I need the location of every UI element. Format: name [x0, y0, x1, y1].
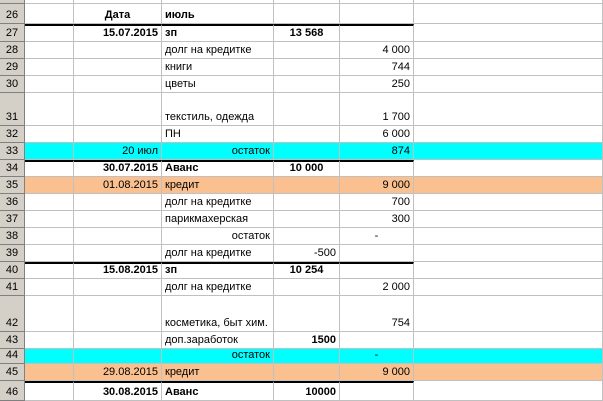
cell-expense[interactable]: [340, 262, 414, 279]
cell-expense[interactable]: 754: [340, 296, 414, 332]
row-header[interactable]: 44: [0, 349, 25, 364]
row-header[interactable]: 36: [0, 194, 25, 211]
cell-date[interactable]: [74, 59, 162, 76]
table-row-credit: [0, 177, 603, 194]
cell-income[interactable]: [274, 296, 340, 332]
cell-date[interactable]: [74, 228, 162, 245]
cell-income[interactable]: [274, 228, 340, 245]
cell-date[interactable]: [74, 93, 162, 126]
cell-date[interactable]: [74, 279, 162, 296]
cell-item[interactable]: косметика, быт хим.: [162, 296, 274, 332]
cell[interactable]: [25, 93, 74, 126]
cell[interactable]: [25, 245, 74, 262]
table-row: [0, 59, 603, 76]
cell[interactable]: [414, 279, 603, 296]
row-header[interactable]: 38: [0, 228, 25, 245]
table-row: [0, 160, 603, 177]
table-row-balance: [0, 143, 603, 160]
cell[interactable]: [25, 296, 74, 332]
table-row: [0, 126, 603, 143]
cell[interactable]: [25, 42, 74, 59]
cell[interactable]: [414, 24, 603, 42]
cell[interactable]: [25, 59, 74, 76]
cell-item[interactable]: долг на кредитке: [162, 42, 274, 59]
cell-income[interactable]: 10000: [274, 381, 340, 401]
cell[interactable]: [25, 194, 74, 211]
table-row: [0, 42, 603, 59]
cell-income[interactable]: [274, 349, 340, 364]
cell-date[interactable]: [74, 126, 162, 143]
cell[interactable]: [414, 160, 603, 177]
cell-expense[interactable]: 9 000: [340, 364, 414, 381]
cell[interactable]: [414, 93, 603, 126]
cell-income[interactable]: [274, 143, 340, 160]
cell-income[interactable]: [274, 194, 340, 211]
cell-date[interactable]: 15.08.2015: [74, 262, 162, 279]
cell-date[interactable]: 29.08.2015: [74, 364, 162, 381]
cell[interactable]: [25, 177, 74, 194]
cell-income[interactable]: [274, 93, 340, 126]
cell[interactable]: [414, 381, 603, 401]
row-header[interactable]: 31: [0, 93, 25, 126]
table-row: [0, 332, 603, 349]
cell[interactable]: [414, 296, 603, 332]
row-header[interactable]: 29: [0, 59, 25, 76]
table-row-credit: [0, 364, 603, 381]
cell-date[interactable]: [74, 349, 162, 364]
row-header[interactable]: 26: [0, 4, 25, 24]
cell-item[interactable]: остаток: [162, 228, 274, 245]
cell[interactable]: [25, 332, 74, 349]
cell[interactable]: [414, 364, 603, 381]
row-header[interactable]: 42: [0, 296, 25, 332]
table-row: [0, 24, 603, 42]
row-header[interactable]: 27: [0, 24, 25, 42]
row-header[interactable]: 33: [0, 143, 25, 160]
cell-expense[interactable]: [340, 160, 414, 177]
cell[interactable]: [414, 228, 603, 245]
cell-item[interactable]: долг на кредитке: [162, 245, 274, 262]
table-row: [0, 262, 603, 279]
cell-expense[interactable]: [340, 332, 414, 349]
row-header[interactable]: 46: [0, 381, 25, 401]
cell[interactable]: [274, 4, 340, 24]
cell[interactable]: [25, 228, 74, 245]
cell-income[interactable]: [274, 211, 340, 228]
cell-expense[interactable]: -: [340, 228, 414, 245]
cell-date[interactable]: [74, 211, 162, 228]
cell-item[interactable]: долг на кредитке: [162, 194, 274, 211]
table-row-balance: [0, 349, 603, 364]
cell-expense[interactable]: [340, 381, 414, 401]
cell-date[interactable]: [74, 332, 162, 349]
row-header[interactable]: 34: [0, 160, 25, 177]
cell[interactable]: [414, 177, 603, 194]
cell-date-header[interactable]: Дата: [74, 4, 162, 24]
cell-date[interactable]: 30.08.2015: [74, 381, 162, 401]
cell[interactable]: [414, 76, 603, 93]
cell-income[interactable]: [274, 279, 340, 296]
cell-income[interactable]: 1500: [274, 332, 340, 349]
cell-expense[interactable]: 874: [340, 143, 414, 160]
cell-expense[interactable]: [340, 245, 414, 262]
table-row: [0, 211, 603, 228]
row-header[interactable]: 43: [0, 332, 25, 349]
cell-date[interactable]: [74, 245, 162, 262]
cell-date[interactable]: 01.08.2015: [74, 177, 162, 194]
cell-item[interactable]: остаток: [162, 143, 274, 160]
cell[interactable]: [414, 262, 603, 279]
cell-date[interactable]: [74, 296, 162, 332]
cell[interactable]: [414, 126, 603, 143]
cell-expense[interactable]: 744: [340, 59, 414, 76]
table-row: [0, 194, 603, 211]
cell-date[interactable]: 20 июл: [74, 143, 162, 160]
cell-item[interactable]: долг на кредитке: [162, 279, 274, 296]
cell[interactable]: [25, 76, 74, 93]
cell-date[interactable]: [74, 42, 162, 59]
cell-item[interactable]: парикмахерская: [162, 211, 274, 228]
cell[interactable]: [25, 279, 74, 296]
cell-item[interactable]: кредит: [162, 364, 274, 381]
table-row: [0, 381, 603, 401]
cell-income[interactable]: [274, 177, 340, 194]
cell-item[interactable]: кредит: [162, 177, 274, 194]
cell-expense[interactable]: 2 000: [340, 279, 414, 296]
cell-expense[interactable]: 9 000: [340, 177, 414, 194]
cell[interactable]: [414, 211, 603, 228]
cell[interactable]: [414, 245, 603, 262]
cell[interactable]: [414, 332, 603, 349]
row-header[interactable]: 35: [0, 177, 25, 194]
cell[interactable]: [25, 143, 74, 160]
cell-item[interactable]: остаток: [162, 349, 274, 364]
row-header[interactable]: 28: [0, 42, 25, 59]
table-row: [0, 279, 603, 296]
cell-expense[interactable]: 300: [340, 211, 414, 228]
cell-item[interactable]: зп: [162, 24, 274, 42]
cell-income[interactable]: -500: [274, 245, 340, 262]
cell-date[interactable]: [74, 76, 162, 93]
cell-item[interactable]: доп.заработок: [162, 332, 274, 349]
cell[interactable]: [414, 194, 603, 211]
cell-income[interactable]: [274, 76, 340, 93]
cell-income[interactable]: [274, 59, 340, 76]
cell-income[interactable]: [274, 42, 340, 59]
cell[interactable]: [25, 381, 74, 401]
cell[interactable]: [25, 364, 74, 381]
cell[interactable]: [414, 59, 603, 76]
cell-month[interactable]: июль: [162, 4, 274, 24]
row-header[interactable]: 30: [0, 76, 25, 93]
cell[interactable]: [25, 211, 74, 228]
cell[interactable]: [25, 126, 74, 143]
table-row: [0, 93, 603, 126]
row-header[interactable]: 41: [0, 279, 25, 296]
cell-date[interactable]: 30.07.2015: [74, 160, 162, 177]
cell-expense[interactable]: 1 700: [340, 93, 414, 126]
row-header[interactable]: 39: [0, 245, 25, 262]
cell-item[interactable]: зп: [162, 262, 274, 279]
row-header[interactable]: 32: [0, 126, 25, 143]
row-header[interactable]: 45: [0, 364, 25, 381]
cell-expense[interactable]: [340, 24, 414, 42]
cell-expense[interactable]: 250: [340, 76, 414, 93]
cell[interactable]: [25, 160, 74, 177]
cell-expense[interactable]: 4 000: [340, 42, 414, 59]
cell-item[interactable]: книги: [162, 59, 274, 76]
cell-income[interactable]: 10 000: [274, 160, 340, 177]
row-header[interactable]: 40: [0, 262, 25, 279]
cell[interactable]: [340, 4, 414, 24]
table-row: [0, 245, 603, 262]
cell-expense[interactable]: 6 000: [340, 126, 414, 143]
cell-income[interactable]: [274, 126, 340, 143]
table-row: [0, 4, 603, 24]
cell-date[interactable]: [74, 194, 162, 211]
cell-item[interactable]: текстиль, одежда: [162, 93, 274, 126]
cell[interactable]: [414, 143, 603, 160]
cell[interactable]: [414, 349, 603, 364]
row-header[interactable]: 37: [0, 211, 25, 228]
cell-item[interactable]: Аванс: [162, 381, 274, 401]
cell-expense[interactable]: 700: [340, 194, 414, 211]
table-row: [0, 296, 603, 332]
cell-expense[interactable]: -: [340, 349, 414, 364]
cell[interactable]: [25, 24, 74, 42]
cell-income[interactable]: 13 568: [274, 24, 340, 42]
cell-item[interactable]: Аванс: [162, 160, 274, 177]
cell[interactable]: [25, 4, 74, 24]
cell[interactable]: [414, 4, 603, 24]
table-row: [0, 76, 603, 93]
cell[interactable]: [414, 42, 603, 59]
cell-income[interactable]: 10 254: [274, 262, 340, 279]
table-row: [0, 228, 603, 245]
cell[interactable]: [25, 262, 74, 279]
cell[interactable]: [25, 349, 74, 364]
cell-item[interactable]: цветы: [162, 76, 274, 93]
cell-income[interactable]: [274, 364, 340, 381]
cell-date[interactable]: 15.07.2015: [74, 24, 162, 42]
cell-item[interactable]: ПН: [162, 126, 274, 143]
